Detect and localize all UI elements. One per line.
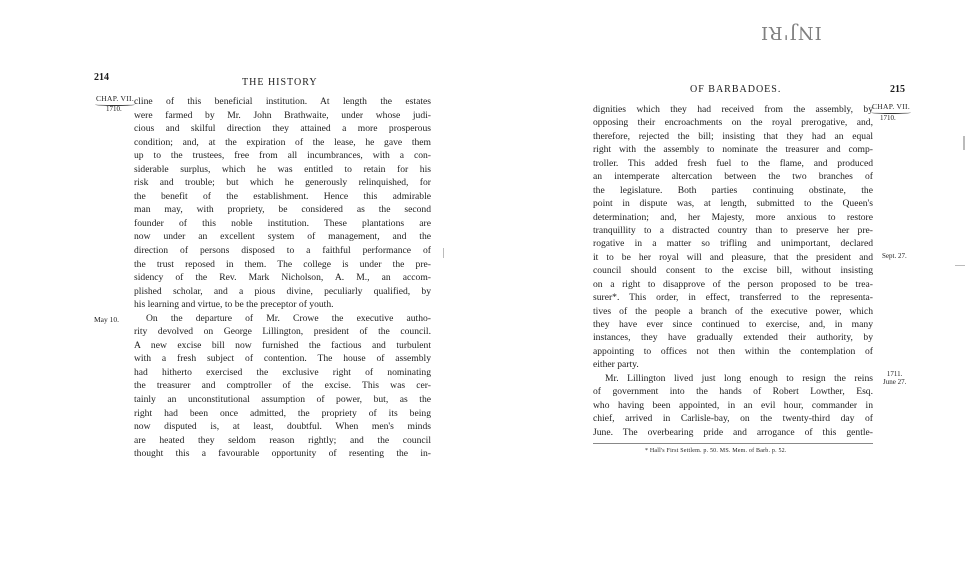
right-margin-1711-year: 1711. [886, 370, 903, 378]
right-margin-1711 [883, 370, 906, 386]
left-margin-year: 1710. [106, 105, 122, 113]
right-body-text [593, 103, 873, 439]
scan-mark [963, 136, 965, 150]
footnote-rule [593, 443, 873, 444]
left-page-number: 214 [94, 72, 109, 83]
text-line: direction of persons disposed to a faithful performance of [134, 245, 431, 257]
text-line: dignities which they had received from the assembly, by [593, 104, 873, 115]
text-line: who having been appointed, in an evil hour, commander in [593, 399, 873, 411]
right-running-head: OF BARBADOES. [690, 84, 782, 95]
text-line: the treasurer and comptroller of the excise. This was cer- [134, 380, 431, 392]
text-line: thought this a favourable opportunity of resenting the in- [134, 448, 431, 460]
text-line: point in dispute was, at length, submitted to the Queen's [593, 198, 873, 210]
left-running-head: THE HISTORY [242, 77, 318, 88]
text-line: sidency of the Rev. Mark Nicholson, A. M., an accom- [134, 272, 431, 284]
text-line: determination; and, her Majesty, more anxious to restore [593, 211, 873, 223]
text-line: chief, arrived in Carlisle-bay, on the twenty-third day of [593, 413, 873, 425]
text-line: it to be her royal will and pleasure, that the president and [593, 251, 873, 263]
text-line: cline of this beneficial institution. At length the estates [134, 96, 431, 107]
text-line: the benefit of the establishment. Hence this admirable [134, 190, 431, 202]
text-line: therefore, rejected the bill; insisting that they had an equal [593, 130, 873, 142]
text-line: tainly an unconstitutional assumption of power, but, as the [134, 394, 431, 406]
text-line: man may, with propriety, be considered as the second [134, 204, 431, 216]
text-line: condition; and, at the expiration of the lease, he gave them [134, 136, 431, 148]
text-line: A new excise bill now furnished the factious and turbulent [134, 339, 431, 351]
text-line: siderable surplus, which he was entitled to retain for his [134, 163, 431, 175]
text-line: his learning and virtue, to be the preceptor of youth. [134, 299, 334, 311]
text-line: founder of this noble institution. These plantations are [134, 217, 431, 229]
library-stamp: INJ'RI [760, 22, 822, 43]
right-margin-sept: Sept. 27. [882, 252, 907, 260]
text-line: they have ever since continued to exercise, and, in many [593, 319, 873, 330]
text-line: rogative in a matter so trifling and unimportant, declared [593, 238, 873, 250]
text-line: tives of the people a branch of the executive power, which [593, 305, 873, 317]
text-line: the trust reposed in them. The college is under the pre- [134, 258, 431, 270]
right-margin-year: 1710. [880, 114, 896, 122]
left-chapter-label: CHAP. VII. [95, 94, 135, 103]
text-line: rity devolved on George Lillington, president of the council. [134, 326, 431, 338]
right-chapter-label: CHAP. VII. [871, 102, 911, 111]
text-line: Mr. Lillington lived just long enough to resign the reins [605, 372, 873, 384]
text-line: with a fresh subject of contention. The house of assembly [134, 353, 431, 365]
text-line: now disputed is, at least, doubtful. When men's minds [134, 421, 431, 433]
text-line: risk and trouble; but which he generously relinquished, for [134, 177, 431, 189]
text-line: plished scholar, and a pious divine, peculiarly qualified, by [134, 285, 431, 297]
text-line: the legislature. Both parties continuing obstinate, the [593, 184, 873, 196]
footnote: * Hall's First Settlem. p. 50. MS. Mem. of Barb. p. 52. [645, 448, 787, 454]
text-line: an intemperate altercation between the two branches of [593, 171, 873, 183]
text-line: right with the assembly to nominate the treasurer and comp- [593, 144, 873, 156]
text-line: up to the trustees, free from all incumbrances, with a con- [134, 150, 431, 162]
text-line: were farmed by Mr. John Brathwaite, under whose judi- [134, 109, 431, 121]
text-line: On the departure of Mr. Crowe the executive autho- [146, 312, 431, 324]
text-line: opposing their encroachments on the royal prerogative, and, [593, 117, 873, 129]
text-line: either party. [593, 359, 639, 371]
text-line: instances, they have gradually extended their authority, by [593, 332, 873, 344]
left-body-text [134, 95, 431, 461]
scan-mark [443, 248, 444, 258]
text-line: had hitherto exercised the exclusive right of nominating [134, 366, 431, 378]
text-line: surer*. This order, in effect, transferred to the representa- [593, 292, 873, 304]
text-line: of government into the hands of Robert Lowther, Esq. [593, 386, 873, 398]
text-line: troller. This added fresh fuel to the flame, and produced [593, 157, 873, 169]
left-margin-date: May 10. [94, 315, 119, 324]
text-line: now under an excellent system of management, and the [134, 231, 431, 243]
scan-mark [955, 265, 965, 266]
right-page-number: 215 [890, 84, 905, 95]
right-margin-1711-date: June 27. [883, 378, 907, 386]
text-line: cious and skilful direction they attained a more prosperous [134, 123, 431, 135]
text-line: on a right to disapprove of the person proposed to be trea- [593, 278, 873, 290]
text-line: right had been once admitted, the propriety of its being [134, 407, 431, 419]
text-line: appointing to offices not then within the contemplation of [593, 345, 873, 357]
text-line: June. The overbearing pride and arrogance of this gentle- [593, 426, 873, 438]
text-line: council should consent to the excise bill, without insisting [593, 265, 873, 277]
text-line: are heated they seldom reason rightly; and the council [134, 434, 431, 446]
text-line: tranquillity to a distracted country than to preserve her pre- [593, 224, 873, 236]
